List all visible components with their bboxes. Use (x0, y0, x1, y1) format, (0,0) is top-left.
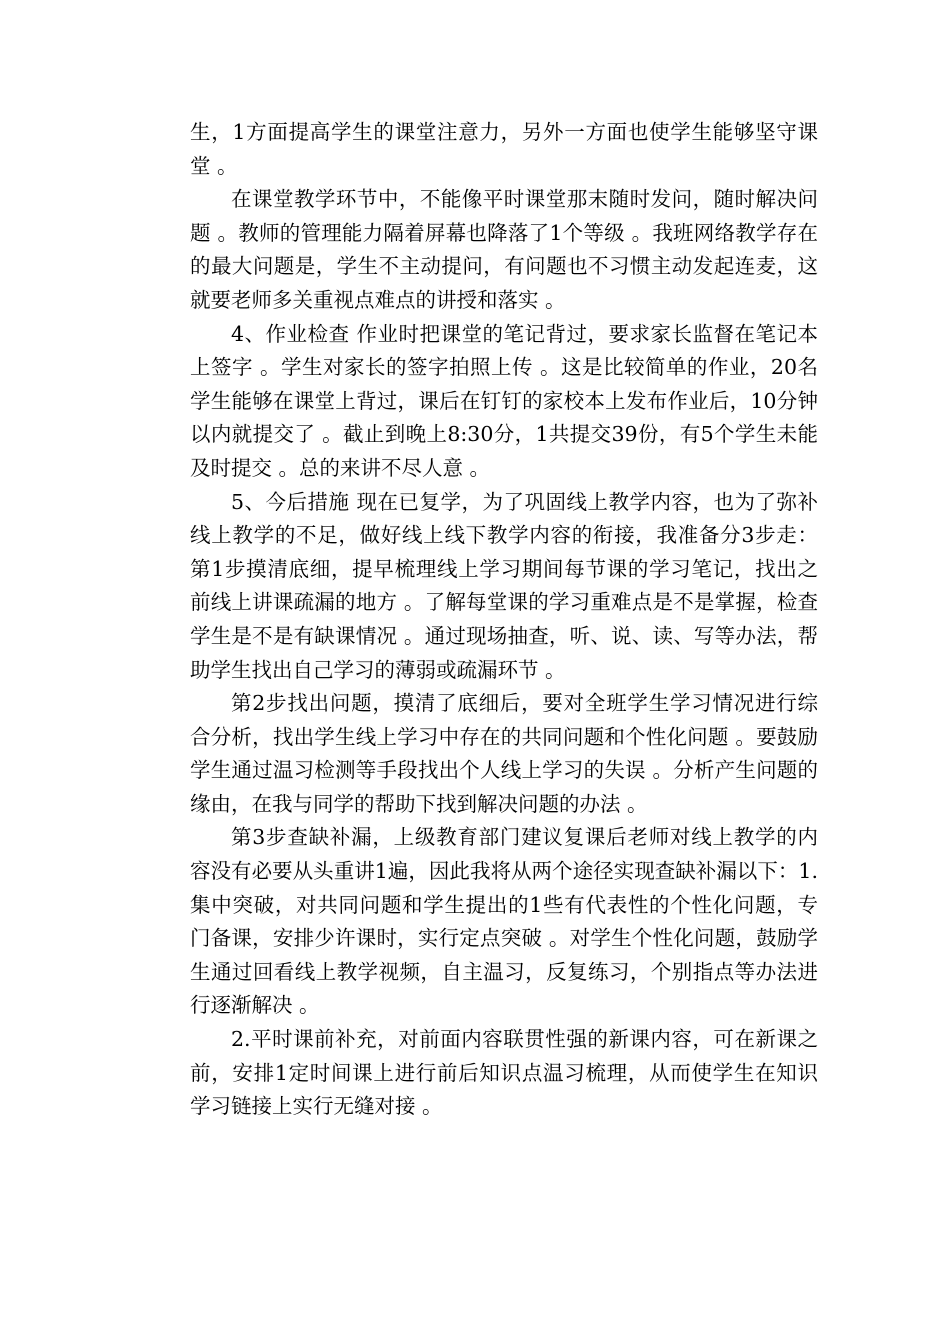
paragraph-pre-class-supplement: 2.平时课前补充，对前面内容联贯性强的新课内容，可在新课之前，安排1定时间课上进行前后知识点温习梳理，从而使学生在知识学习链接上实行无缝对接 。 (190, 1027, 818, 1119)
paragraph-continuation: 生，1方面提高学生的课堂注意力，另外一方面也使学生能够坚守课堂 。 (190, 120, 818, 178)
paragraph-step-three: 第3步查缺补漏，上级教育部门建议复课后老师对线上教学的内容没有必要从头重讲1遍，因此我将从两个途径实现查缺补漏以下：1.集中突破，对共同问题和学生提出的1些有代表性的个性化问题，专门备课，安排少许课时，实行定点突破 。对学生个性化问题，鼓励学生通过回看线上教学视频，自主温习，反复练习，个别指点等办法进行逐渐解决 。 (190, 825, 818, 1018)
paragraph-future-measures: 5、今后措施 现在已复学，为了巩固线上教学内容，也为了弥补线上教学的不足，做好线上线下教学内容的衔接，我准备分3步走：第1步摸清底细，提早梳理线上学习期间每节课的学习笔记，找出之前线上讲课疏漏的地方 。了解每堂课的学习重难点是不是掌握，检查学生是不是有缺课情况 。通过现场抽查，听、说、读、写等办法，帮助学生找出自己学习的薄弱或疏漏环节 。 (190, 489, 818, 682)
paragraph-homework-check: 4、作业检查 作业时把课堂的笔记背过，要求家长监督在笔记本上签字 。学生对家长的签字拍照上传 。这是比较简单的作业，20名学生能够在课堂上背过，课后在钉钉的家校本上发布作业后，10分钟以内就提交了 。截止到晚上8:30分，1共提交39份，有5个学生未能及时提交 。总的来讲不尽人意 。 (190, 321, 818, 480)
paragraph-classroom-teaching: 在课堂教学环节中，不能像平时课堂那末随时发问，随时解决问题 。教师的管理能力隔着屏幕也降落了1个等级 。我班网络教学存在的最大问题是，学生不主动提问，有问题也不习惯主动发起连麦，这就要老师多关重视点难点的讲授和落实 。 (190, 187, 818, 312)
paragraph-step-two: 第2步找出问题，摸清了底细后，要对全班学生学习情况进行综合分析，找出学生线上学习中存在的共同问题和个性化问题 。要鼓励学生通过温习检测等手段找出个人线上学习的失误 。分析产生问题的缘由，在我与同学的帮助下找到解决问题的办法 。 (190, 691, 818, 816)
document-body (190, 116, 818, 1124)
